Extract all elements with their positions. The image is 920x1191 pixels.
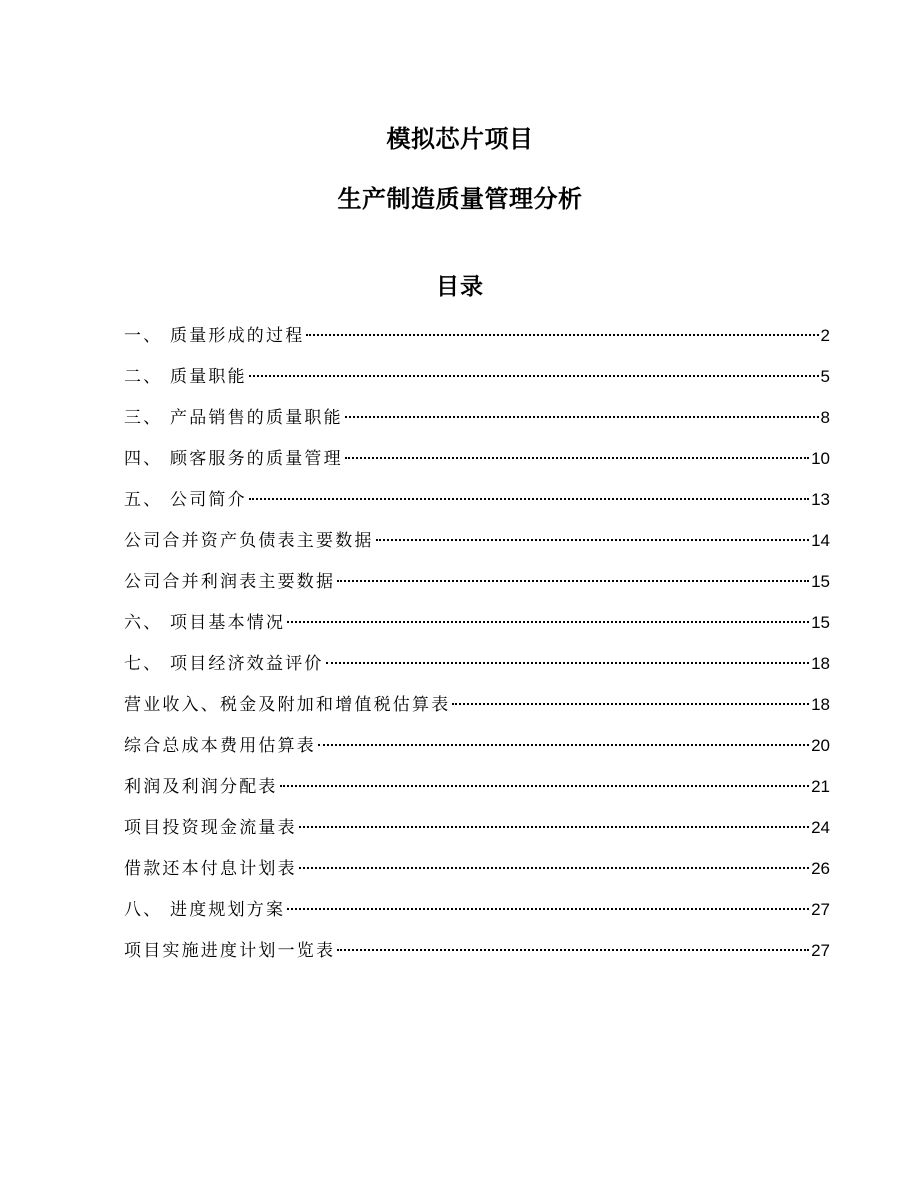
document-subtitle: 生产制造质量管理分析 <box>337 185 583 213</box>
toc-leader-dots <box>326 662 809 664</box>
toc-entry[interactable] <box>124 567 830 608</box>
toc-entry-label <box>124 526 374 556</box>
toc-entry-label <box>124 444 343 474</box>
toc-entry[interactable] <box>124 444 830 485</box>
toc-entry-number: 二、 <box>124 367 163 387</box>
toc-leader-dots <box>287 908 809 910</box>
toc-entry-number: 八、 <box>124 900 163 920</box>
toc-page-number: 14 <box>811 531 830 550</box>
toc-entry[interactable] <box>124 813 830 854</box>
toc-entry-text: 项目基本情况 <box>170 613 286 633</box>
toc-entry-label <box>124 321 304 351</box>
toc-entry-number: 七、 <box>124 654 163 674</box>
toc-entry[interactable] <box>124 690 830 731</box>
toc-entry-text: 营业收入、税金及附加和增值税估算表 <box>124 695 451 715</box>
toc-entry-text: 质量职能 <box>170 367 247 387</box>
toc-entry-label <box>124 936 335 966</box>
toc-page-number: 2 <box>820 326 830 345</box>
toc-leader-dots <box>280 785 809 787</box>
toc-page-number: 5 <box>820 367 830 386</box>
toc-entry-label <box>124 731 316 761</box>
toc-leader-dots <box>345 416 819 418</box>
toc-entry-text: 项目投资现金流量表 <box>124 818 297 838</box>
toc-page-number: 20 <box>811 736 830 755</box>
toc-entry[interactable] <box>124 403 830 444</box>
toc-entry[interactable] <box>124 526 830 567</box>
toc-entry[interactable] <box>124 321 830 362</box>
toc-leader-dots <box>376 539 809 541</box>
toc-entry-text: 顾客服务的质量管理 <box>170 449 343 469</box>
toc-leader-dots <box>452 703 809 705</box>
toc-entry-text: 进度规划方案 <box>170 900 286 920</box>
toc-entry[interactable] <box>124 895 830 936</box>
toc-entry[interactable] <box>124 854 830 895</box>
toc-page-number: 18 <box>811 695 830 714</box>
toc-entry-text: 利润及利润分配表 <box>124 777 278 797</box>
toc-entry[interactable] <box>124 485 830 526</box>
toc-heading: 目录 <box>436 274 484 300</box>
toc-entry[interactable] <box>124 608 830 649</box>
toc-page-number: 10 <box>811 449 830 468</box>
toc-page-number: 13 <box>811 490 830 509</box>
toc-leader-dots <box>318 744 809 746</box>
toc-entry-text: 项目实施进度计划一览表 <box>124 941 336 961</box>
toc-entry-label <box>124 895 285 925</box>
toc-leader-dots <box>249 498 809 500</box>
toc-page-number: 8 <box>820 408 830 427</box>
toc-page-number: 18 <box>811 654 830 673</box>
toc-entry-text: 产品销售的质量职能 <box>170 408 343 428</box>
toc-entry-label <box>124 485 247 515</box>
toc-entry[interactable] <box>124 936 830 977</box>
toc-leader-dots <box>306 334 818 336</box>
toc-entry-number: 四、 <box>124 449 163 469</box>
toc-entry-label <box>124 854 297 884</box>
toc-leader-dots <box>337 580 809 582</box>
toc-entry[interactable] <box>124 731 830 772</box>
toc-leader-dots <box>299 826 809 828</box>
toc-leader-dots <box>249 375 819 377</box>
toc-page-number: 15 <box>811 572 830 591</box>
toc-entry-label <box>124 403 343 433</box>
toc-entry[interactable] <box>124 649 830 690</box>
toc-entry-number: 五、 <box>124 490 163 510</box>
document-title: 模拟芯片项目 <box>386 125 534 153</box>
toc-entry-label <box>124 649 324 679</box>
toc-entry[interactable] <box>124 772 830 813</box>
toc-entry-label <box>124 362 247 392</box>
toc-entry-label <box>124 813 297 843</box>
toc-leader-dots <box>337 949 809 951</box>
toc-entry-number: 三、 <box>124 408 163 428</box>
toc-entry-text: 公司合并资产负债表主要数据 <box>124 531 374 551</box>
toc-entry-text: 综合总成本费用估算表 <box>124 736 316 756</box>
toc-entry-text: 公司合并利润表主要数据 <box>124 572 336 592</box>
toc-page-number: 21 <box>811 777 830 796</box>
toc-entry-number: 六、 <box>124 613 163 633</box>
toc-entry-text: 项目经济效益评价 <box>170 654 324 674</box>
toc-page-number: 26 <box>811 859 830 878</box>
toc-page-number: 15 <box>811 613 830 632</box>
toc-entry-label <box>124 567 335 597</box>
toc-entry-text: 借款还本付息计划表 <box>124 859 297 879</box>
table-of-contents <box>124 321 830 977</box>
toc-leader-dots <box>299 867 809 869</box>
toc-entry-text: 质量形成的过程 <box>170 326 305 346</box>
toc-leader-dots <box>345 457 809 459</box>
toc-entry-label <box>124 772 278 802</box>
toc-page-number: 24 <box>811 818 830 837</box>
toc-entry[interactable] <box>124 362 830 403</box>
toc-page-number: 27 <box>811 941 830 960</box>
toc-leader-dots <box>287 621 809 623</box>
toc-page-number: 27 <box>811 900 830 919</box>
toc-entry-label <box>124 690 450 720</box>
toc-entry-number: 一、 <box>124 326 163 346</box>
toc-entry-label <box>124 608 285 638</box>
toc-entry-text: 公司简介 <box>170 490 247 510</box>
